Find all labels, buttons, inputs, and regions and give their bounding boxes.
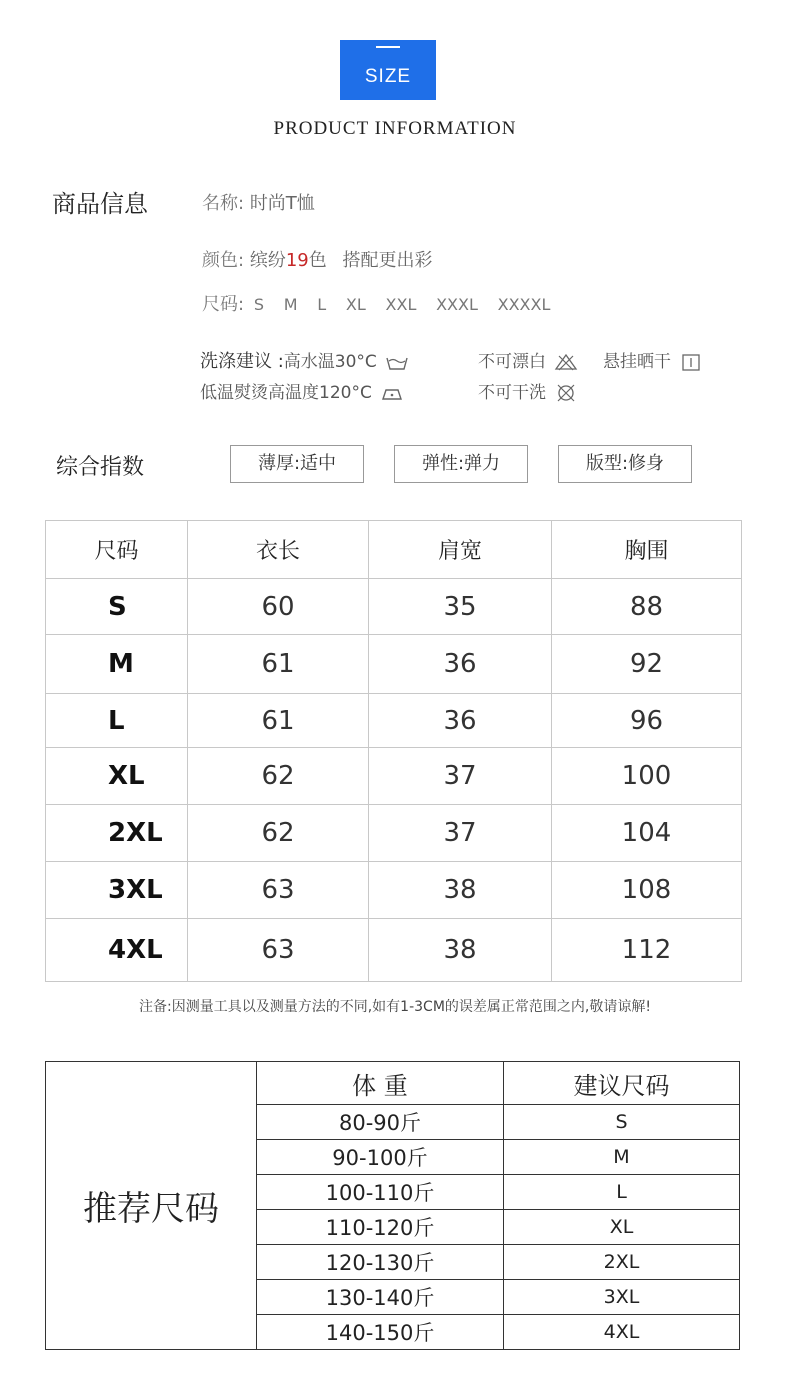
chest-cell: 92 <box>552 635 742 694</box>
no-dry-clean-icon <box>554 384 578 402</box>
fit-index: 版型:修身 <box>558 445 692 483</box>
color-prefix: 缤纷 <box>249 250 286 271</box>
hang-dry-label: 悬挂晒干 <box>603 352 671 372</box>
badge-line <box>376 46 400 48</box>
suggested-size-cell: 3XL <box>504 1280 740 1315</box>
product-information-heading: PRODUCT INFORMATION <box>273 118 517 139</box>
size-cell: L <box>46 694 188 748</box>
recommend-table <box>45 1061 740 1350</box>
chest-cell: 104 <box>552 805 742 862</box>
size-option: XL <box>345 295 366 314</box>
shoulder-cell: 35 <box>369 579 552 635</box>
chest-cell: 88 <box>552 579 742 635</box>
header-suggested-size: 建议尺码 <box>504 1062 740 1105</box>
hang-dry-icon <box>679 353 703 371</box>
table-row <box>46 919 742 982</box>
color-line <box>202 246 432 272</box>
length-cell: 62 <box>188 748 369 805</box>
table-row <box>46 805 742 862</box>
elasticity-index: 弹性:弹力 <box>394 445 528 483</box>
size-table <box>45 520 742 982</box>
length-cell: 61 <box>188 635 369 694</box>
measurement-note: 注备:因测量工具以及测量方法的不同,如有1-3CM的误差属正常范围之内,敬请谅解! <box>139 999 651 1015</box>
size-label: 尺码: <box>202 294 245 315</box>
chest-cell: 100 <box>552 748 742 805</box>
weight-cell: 140-150斤 <box>257 1315 504 1350</box>
size-cell: 3XL <box>46 862 188 919</box>
header-size: 尺码 <box>46 521 188 579</box>
size-cell: S <box>46 579 188 635</box>
color-count: 19 <box>285 250 309 271</box>
size-option: S <box>253 295 264 314</box>
iron-icon <box>380 384 404 402</box>
size-cell: XL <box>46 748 188 805</box>
no-dry-clean-label: 不可干洗 <box>478 383 546 403</box>
chest-cell: 112 <box>552 919 742 982</box>
header-chest: 胸围 <box>552 521 742 579</box>
size-option: L <box>317 295 327 314</box>
suggested-size-cell: L <box>504 1175 740 1210</box>
color-label: 颜色: <box>202 250 245 271</box>
table-row <box>46 862 742 919</box>
recommend-title: 推荐尺码 <box>46 1062 257 1350</box>
shoulder-cell: 38 <box>369 919 552 982</box>
no-bleach-label: 不可漂白 <box>478 352 546 372</box>
water-temp: 高水温30°C <box>283 352 377 372</box>
badge-label: SIZE <box>364 66 412 87</box>
table-row <box>46 635 742 694</box>
weight-cell: 100-110斤 <box>257 1175 504 1210</box>
length-cell: 63 <box>188 919 369 982</box>
wash-label: 洗涤建议 : <box>200 351 284 372</box>
color-suffix: 色 <box>308 250 327 271</box>
thickness-index: 薄厚:适中 <box>230 445 364 483</box>
chest-cell: 96 <box>552 694 742 748</box>
no-dry-clean-item <box>478 378 578 403</box>
size-option: M <box>283 295 298 314</box>
shoulder-cell: 36 <box>369 635 552 694</box>
name-value: 时尚T恤 <box>249 193 315 214</box>
product-info-title: 商品信息 <box>52 190 148 218</box>
size-badge <box>340 40 436 100</box>
length-cell: 61 <box>188 694 369 748</box>
weight-cell: 130-140斤 <box>257 1280 504 1315</box>
size-option: XXL <box>385 295 417 314</box>
suggested-size-cell: XL <box>504 1210 740 1245</box>
index-title: 综合指数 <box>56 455 145 480</box>
name-label: 名称: <box>202 193 245 214</box>
suggested-size-cell: 4XL <box>504 1315 740 1350</box>
no-bleach-icon <box>554 353 578 371</box>
size-cell: 2XL <box>46 805 188 862</box>
no-bleach-item <box>478 347 578 372</box>
shoulder-cell: 38 <box>369 862 552 919</box>
size-option: XXXL <box>436 295 478 314</box>
table-row <box>46 694 742 748</box>
weight-cell: 110-120斤 <box>257 1210 504 1245</box>
iron-temp: 低温熨烫高温度120°C <box>200 383 372 403</box>
weight-cell: 120-130斤 <box>257 1245 504 1280</box>
shoulder-cell: 37 <box>369 805 552 862</box>
wash-tub-icon <box>385 353 409 371</box>
chest-cell: 108 <box>552 862 742 919</box>
header-shoulder: 肩宽 <box>369 521 552 579</box>
size-cell: 4XL <box>46 919 188 982</box>
suggested-size-cell: 2XL <box>504 1245 740 1280</box>
size-line <box>202 290 564 316</box>
color-extra: 搭配更出彩 <box>342 250 433 271</box>
length-cell: 62 <box>188 805 369 862</box>
recommend-header <box>46 1062 740 1105</box>
wash-line-1 <box>200 347 409 373</box>
shoulder-cell: 36 <box>369 694 552 748</box>
name-line <box>202 189 315 215</box>
weight-cell: 90-100斤 <box>257 1140 504 1175</box>
header-weight: 体 重 <box>257 1062 504 1105</box>
shoulder-cell: 37 <box>369 748 552 805</box>
size-cell: M <box>46 635 188 694</box>
suggested-size-cell: S <box>504 1105 740 1140</box>
suggested-size-cell: M <box>504 1140 740 1175</box>
weight-cell: 80-90斤 <box>257 1105 504 1140</box>
hang-dry-item <box>603 347 703 372</box>
size-option: XXXXL <box>497 295 551 314</box>
wash-line-2 <box>200 378 404 403</box>
length-cell: 60 <box>188 579 369 635</box>
header-length: 衣长 <box>188 521 369 579</box>
length-cell: 63 <box>188 862 369 919</box>
table-row <box>46 748 742 805</box>
table-row <box>46 579 742 635</box>
size-table-header <box>46 521 742 579</box>
